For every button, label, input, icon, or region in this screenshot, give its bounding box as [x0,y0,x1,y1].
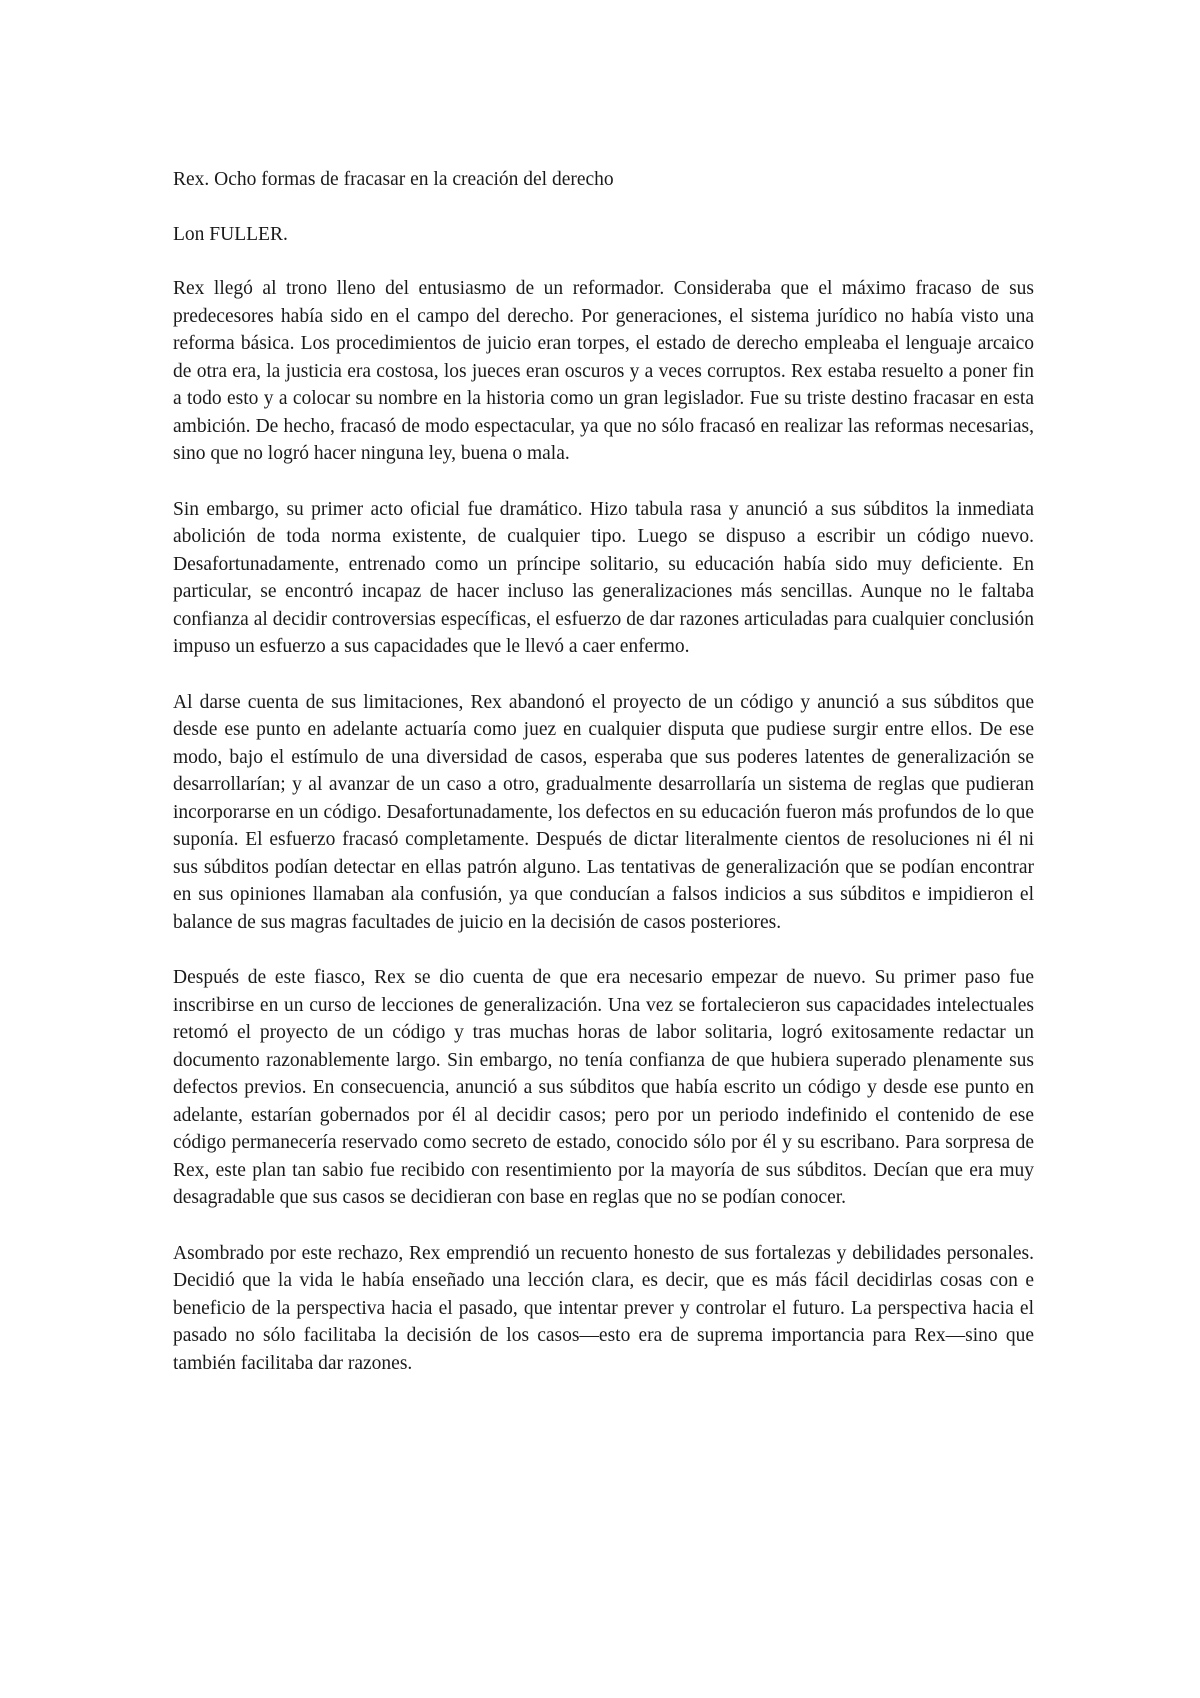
document-author: Lon FULLER. [173,223,288,245]
paragraph-3: Al darse cuenta de sus limitaciones, Rex abandonó el proyecto de un código y anunció a sus súbditos que desde ese punto en adelante actuaría como juez en cualquier disputa que pudiese surgir entre ellos. De ese modo, bajo el estímulo de una diversidad de casos, esperaba que sus poderes latentes de generalización se desarrollarían; y al avanzar de un caso a otro, gradualmente desarrollaría un sistema de reglas que pudieran incorporarse en un código. Desafortunadamente, los defectos en su educación fueron más profundos de lo que suponía. El esfuerzo fracasó completamente. Después de dictar literalmente cientos de resoluciones ni él ni sus súbditos podían detectar en ellas patrón alguno. Las tentativas de generalización que se podían encontrar en sus opiniones llamaban ala confusión, ya que conducían a falsos indicios a sus súbditos e impidieron el balance de sus magras facultades de juicio en la decisión de casos posteriores. [173,691,1034,933]
paragraph-4: Después de este fiasco, Rex se dio cuenta de que era necesario empezar de nuevo. Su primer paso fue inscribirse en un curso de lecciones de generalización. Una vez se fortalecieron sus capacidades intelectuales retomó el proyecto de un código y tras muchas horas de labor solitaria, logró exitosamente redactar un documento razonablemente largo. Sin embargo, no tenía confianza de que hubiera superado plenamente sus defectos previos. En consecuencia, anunció a sus súbditos que había escrito un código y desde ese punto en adelante, estarían gobernados por él al decidir casos; pero por un periodo indefinido el contenido de ese código permanecería reservado como secreto de estado, conocido sólo por él y su escribano. Para sorpresa de Rex, este plan tan sabio fue recibido con resentimiento por la mayoría de sus súbditos. Decían que era muy desagradable que sus casos se decidieran con base en reglas que no se podían conocer. [173,967,1034,1208]
document-title: Rex. Ocho formas de fracasar en la creación del derecho [173,169,614,190]
paragraph-2: Sin embargo, su primer acto oficial fue dramático. Hizo tabula rasa y anunció a sus súbditos la inmediata abolición de toda norma existente, de cualquier tipo. Luego se dispuso a escribir un código nuevo. Desafortunadamente, entrenado como un príncipe solitario, su educación había sido muy deficiente. En particular, se encontró incapaz de hacer incluso las generalizaciones más sencillas. Aunque no le faltaba confianza al decidir controversias específicas, el esfuerzo de dar razones articuladas para cualquier conclusión impuso un esfuerzo a sus capacidades que le llevó a caer enfermo. [173,498,1034,657]
paragraph-5: Asombrado por este rechazo, Rex emprendió un recuento honesto de sus fortalezas y debilidades personales. Decidió que la vida le había enseñado una lección clara, es decir, que es más fácil decidirlas cosas con e beneficio de la perspectiva hacia el pasado, que intentar prever y controlar el futuro. La perspectiva hacia el pasado no sólo facilitaba la decisión de los casos—esto era de suprema importancia para Rex—sino que también facilitaba dar razones. [173,1242,1034,1374]
paragraph-1: Rex llegó al trono lleno del entusiasmo de un reformador. Consideraba que el máximo fracaso de sus predecesores había sido en el campo del derecho. Por generaciones, el sistema jurídico no había visto una reforma básica. Los procedimientos de juicio eran torpes, el estado de derecho empleaba el lenguaje arcaico de otra era, la justicia era costosa, los jueces eran oscuros y a veces corruptos. Rex estaba resuelto a poner fin a todo esto y a colocar su nombre en la historia como un gran legislador. Fue su triste destino fracasar en esta ambición. De hecho, fracasó de modo espectacular, ya que no sólo fracasó en realizar las reformas necesarias, sino que no logró hacer ninguna ley, buena o mala. [173,278,1034,464]
document-body [173,166,1034,1377]
